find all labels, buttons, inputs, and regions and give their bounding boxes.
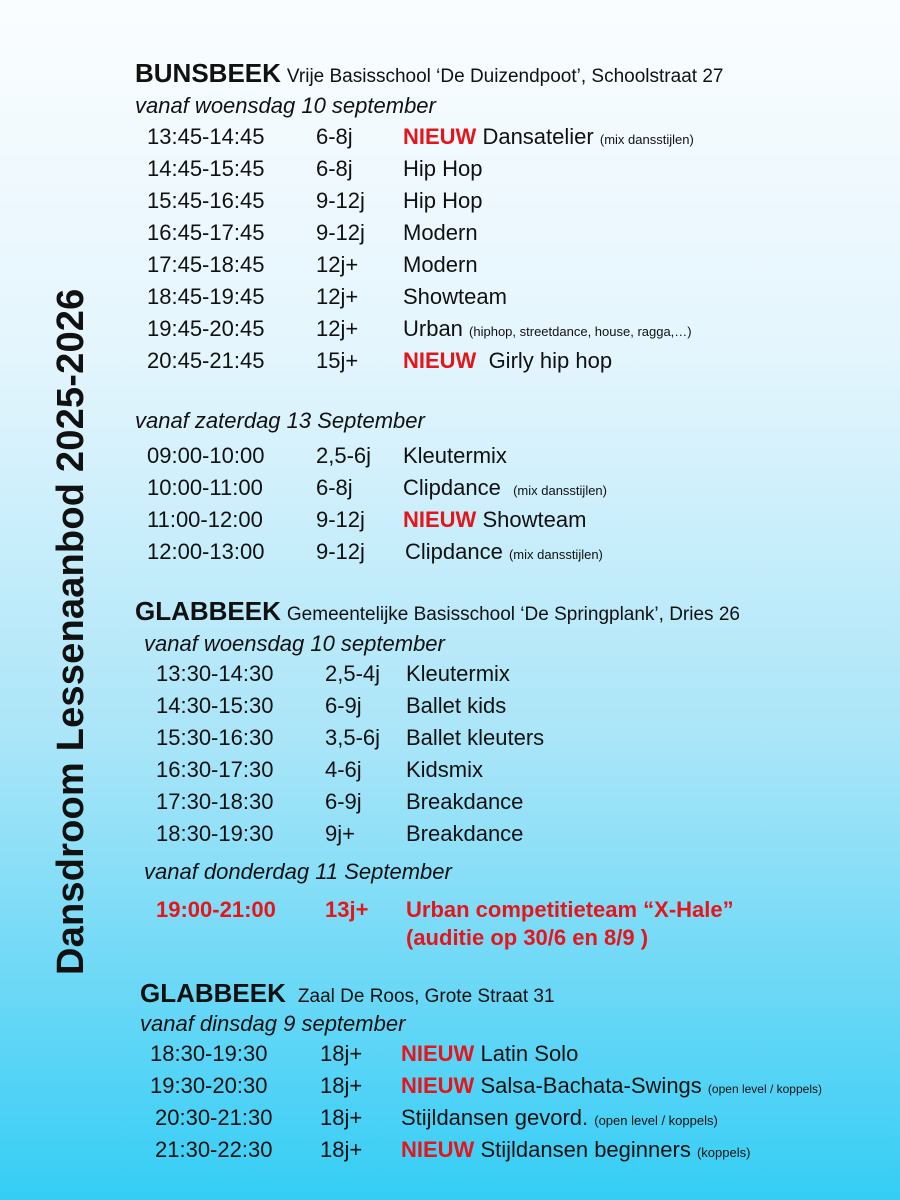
age: 9-12j	[316, 188, 365, 213]
time: 19:45-20:45	[147, 316, 265, 341]
time: 17:30-18:30	[156, 789, 274, 814]
age: 2,5-4j	[325, 661, 381, 686]
age: 12j+	[316, 284, 359, 309]
time: 18:45-19:45	[147, 284, 265, 309]
audition-note: (auditie op 30/6 en 8/9 )	[406, 925, 649, 950]
age: 6-9j	[325, 789, 362, 814]
class-name: Ballet kleuters	[406, 725, 545, 750]
age: 18j+	[320, 1041, 363, 1066]
age: 18j+	[320, 1073, 363, 1098]
venue-address: Gemeentelijke Basisschool ‘De Springplank’, Dries 26	[286, 604, 740, 625]
venue-address: Vrije Basisschool ‘De Duizendpoot’, Schoolstraat 27	[286, 66, 724, 87]
time: 18:30-19:30	[150, 1041, 268, 1066]
day-heading: vanaf zaterdag 13 September	[135, 408, 425, 433]
class-name: Kleutermix	[403, 443, 507, 468]
age: 12j+	[316, 252, 359, 277]
class-name: Urban competitieteam “X-Hale”	[406, 897, 734, 922]
class-name: Showteam	[482, 507, 587, 532]
venue-city: BUNSBEEK	[135, 58, 281, 88]
class-name: Modern	[403, 220, 478, 245]
age: 15j+	[316, 348, 359, 373]
venue-bunsbeek	[135, 58, 723, 89]
class-name: Dansatelier	[482, 124, 594, 149]
age: 6-8j	[316, 475, 353, 500]
day-heading: vanaf woensdag 10 september	[135, 93, 436, 118]
age: 18j+	[320, 1105, 363, 1130]
time: 14:30-15:30	[156, 693, 274, 718]
class-name: Hip Hop	[403, 188, 483, 213]
class-name: Showteam	[403, 284, 507, 309]
day-heading: vanaf woensdag 10 september	[144, 631, 445, 656]
time: 14:45-15:45	[147, 156, 265, 181]
class-name: Breakdance	[406, 821, 524, 846]
venue-glabbeek-school	[135, 596, 740, 627]
class-note: (mix dansstijlen)	[513, 483, 607, 498]
class-name: Stijldansen beginners	[480, 1137, 691, 1162]
new-badge: NIEUW	[403, 507, 477, 532]
age: 6-8j	[316, 124, 353, 149]
class-note: (mix dansstijlen)	[599, 132, 694, 147]
class-name: Latin Solo	[480, 1041, 579, 1066]
page-title: Dansdroom Lessenaanbod 2025-2026	[50, 288, 92, 975]
class-note: (open level / koppels)	[594, 1113, 718, 1128]
new-badge: NIEUW	[403, 124, 477, 149]
venue-glabbeek-roos	[140, 978, 555, 1009]
age: 2,5-6j	[316, 443, 372, 468]
class-name: Modern	[403, 252, 478, 277]
time: 19:00-21:00	[156, 897, 276, 922]
class-name: Girly hip hop	[488, 348, 613, 373]
time: 16:30-17:30	[156, 757, 274, 782]
new-badge: NIEUW	[403, 348, 477, 373]
new-badge: NIEUW	[401, 1041, 475, 1066]
class-name: Kidsmix	[406, 757, 484, 782]
venue-city: GLABBEEK	[135, 596, 281, 626]
age: 3,5-6j	[325, 725, 381, 750]
age: 9-12j	[316, 539, 365, 564]
venue-city: GLABBEEK	[140, 978, 286, 1008]
time: 15:45-16:45	[147, 188, 265, 213]
time: 12:00-13:00	[147, 539, 265, 564]
time: 10:00-11:00	[147, 475, 263, 500]
class-name: Stijldansen gevord.	[401, 1105, 589, 1130]
class-name: Kleutermix	[406, 661, 510, 686]
class-name: Clipdance	[403, 475, 501, 500]
time: 19:30-20:30	[150, 1073, 268, 1098]
class-name: Ballet kids	[406, 693, 507, 718]
class-note: (hiphop, streetdance, house, ragga,…)	[469, 324, 692, 339]
time: 18:30-19:30	[156, 821, 274, 846]
time: 16:45-17:45	[147, 220, 265, 245]
time: 09:00-10:00	[147, 443, 265, 468]
class-name: Breakdance	[406, 789, 524, 814]
age: 6-8j	[316, 156, 353, 181]
time: 21:30-22:30	[155, 1137, 273, 1162]
class-note: (open level / koppels)	[707, 1082, 822, 1096]
class-name: Clipdance	[405, 539, 503, 564]
new-badge: NIEUW	[401, 1073, 475, 1098]
class-name: Hip Hop	[403, 156, 483, 181]
class-name: Urban	[403, 316, 463, 341]
class-name: Salsa-Bachata-Swings	[480, 1073, 702, 1098]
time: 13:30-14:30	[156, 661, 274, 686]
time: 20:45-21:45	[147, 348, 265, 373]
age: 4-6j	[325, 757, 362, 782]
time: 17:45-18:45	[147, 252, 265, 277]
time: 11:00-12:00	[147, 507, 263, 532]
time: 20:30-21:30	[155, 1105, 273, 1130]
age: 9-12j	[316, 220, 365, 245]
age: 13j+	[325, 897, 369, 922]
time: 15:30-16:30	[156, 725, 274, 750]
class-note: (koppels)	[696, 1145, 751, 1160]
day-heading: vanaf donderdag 11 September	[144, 859, 452, 884]
new-badge: NIEUW	[401, 1137, 475, 1162]
age: 9j+	[325, 821, 355, 846]
day-heading: vanaf dinsdag 9 september	[140, 1011, 406, 1036]
age: 12j+	[316, 316, 359, 341]
age: 18j+	[320, 1137, 363, 1162]
class-note: (mix dansstijlen)	[508, 547, 603, 562]
time: 13:45-14:45	[147, 124, 265, 149]
venue-address: Zaal De Roos, Grote Straat 31	[297, 986, 555, 1007]
age: 6-9j	[325, 693, 362, 718]
age: 9-12j	[316, 507, 365, 532]
